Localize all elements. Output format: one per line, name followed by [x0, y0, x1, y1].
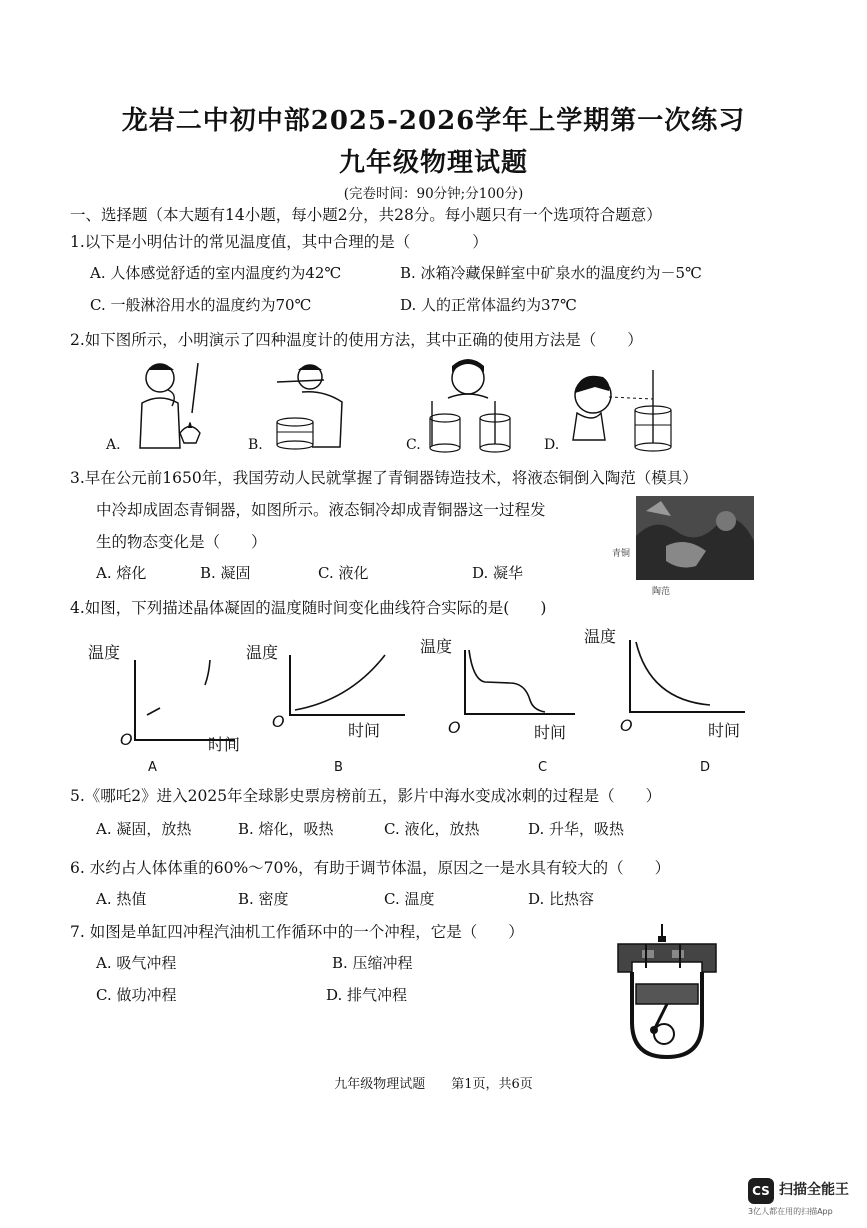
q1-stem: 1.以下是小明估计的常见温度值，其中合理的是（ ）: [70, 233, 488, 251]
q7-option-a: A. 吸气冲程: [96, 954, 177, 972]
page-footer: 九年级物理试题 第1页，共6页: [334, 1077, 533, 1092]
q7-stem: 7. 如图是单缸四冲程汽油机工作循环中的一个冲程，它是（ ）: [70, 923, 524, 941]
q4-stem: 4.如图，下列描述晶体凝固的温度随时间变化曲线符合实际的是( ): [70, 599, 547, 617]
photo-label-mold: 陶范: [652, 587, 671, 597]
graph-d-xlabel: 时间: [708, 721, 741, 740]
q3-stem-line1: 3.早在公元前1650年，我国劳动人民就掌握了青铜器铸造技术，将液态铜倒入陶范（模具）: [70, 469, 698, 487]
exam-subtitle: 九年级物理试题: [338, 148, 528, 178]
q2-label-b: B.: [248, 437, 263, 453]
graph-b-xlabel: 时间: [348, 721, 381, 740]
q6-option-d: D. 比热容: [528, 890, 595, 908]
graph-c-origin: O: [448, 718, 461, 737]
graph-c-letter: C: [538, 760, 548, 775]
graph-d-ylabel: 温度: [584, 627, 617, 646]
graph-d-origin: O: [620, 716, 633, 735]
graph-a-xlabel: 时间: [208, 735, 241, 754]
q1-option-a: A. 人体感觉舒适的室内温度约为42℃: [90, 264, 342, 282]
q2-label-d: D.: [544, 437, 560, 453]
q5-option-b: B. 熔化，吸热: [238, 820, 334, 838]
graph-b-letter: B: [334, 760, 343, 775]
q2-label-c: C.: [406, 437, 421, 453]
q2-label-a: A.: [106, 437, 121, 453]
graph-b-ylabel: 温度: [246, 643, 279, 662]
q6-option-b: B. 密度: [238, 890, 289, 908]
graph-d: [620, 640, 750, 720]
q3-option-a: A. 熔化: [96, 564, 147, 582]
graph-b: [280, 655, 410, 740]
q2-figure-b: [262, 362, 357, 452]
q5-option-a: A. 凝固，放热: [96, 820, 192, 838]
q5-stem: 5.《哪吒2》进入2025年全球影史票房榜前五，影片中海水变成冰刺的过程是（ ）: [70, 787, 662, 805]
q3-option-d: D. 凝华: [472, 564, 524, 582]
q3-option-b: B. 凝固: [200, 564, 251, 582]
photo-label-bronze: 青铜: [612, 549, 631, 559]
q6-option-a: A. 热值: [96, 890, 147, 908]
q5-option-d: D. 升华，吸热: [528, 820, 625, 838]
q7-option-b: B. 压缩冲程: [332, 954, 413, 972]
q3-option-c: C. 液化: [318, 564, 369, 582]
q2-figure-a: [120, 358, 220, 453]
exam-title: 龙岩二中初中部2025-2026学年上学期第一次练习: [121, 106, 746, 136]
graph-c-ylabel: 温度: [420, 637, 453, 656]
q5-option-c: C. 液化，放热: [384, 820, 480, 838]
bronze-casting-photo: [636, 496, 754, 580]
camscanner-logo-icon: CS: [748, 1178, 774, 1204]
section-heading: 一、选择题（本大题有14小题，每小题2分，共28分。每小题只有一个选项符合题意）: [70, 206, 662, 224]
q1-option-b: B. 冰箱冷藏保鲜室中矿泉水的温度约为－5℃: [400, 264, 702, 282]
q6-option-c: C. 温度: [384, 890, 435, 908]
graph-a-ylabel: 温度: [88, 643, 121, 662]
q3-stem-line2: 中冷却成固态青铜器，如图所示。液态铜冷却成青铜器这一过程发: [96, 501, 546, 519]
camscanner-tagline: 3亿人都在用的扫描App: [748, 1207, 833, 1216]
q1-option-c: C. 一般淋浴用水的温度约为70℃: [90, 296, 312, 314]
graph-c-xlabel: 时间: [534, 723, 567, 742]
q2-figure-c: [420, 356, 520, 454]
q1-option-d: D. 人的正常体温约为37℃: [400, 296, 577, 314]
q3-stem-line3: 生的物态变化是（ ）: [96, 533, 267, 551]
exam-info: (完卷时间：90分钟;分100分): [343, 186, 524, 202]
q7-option-d: D. 排气冲程: [326, 986, 408, 1004]
q6-stem: 6. 水约占人体体重的60%～70%，有助于调节体温，原因之一是水具有较大的（ ）: [70, 859, 671, 877]
camscanner-name: 扫描全能王: [779, 1182, 849, 1198]
q7-option-c: C. 做功冲程: [96, 986, 177, 1004]
graph-a-letter: A: [148, 760, 157, 775]
q2-figure-d: [565, 365, 695, 455]
q2-stem: 2.如下图所示，小明演示了四种温度计的使用方法，其中正确的使用方法是（ ）: [70, 331, 643, 349]
graph-d-letter: D: [700, 760, 711, 775]
graph-a-origin: O: [120, 730, 133, 749]
engine-cylinder-figure: [612, 922, 722, 1062]
graph-b-origin: O: [272, 712, 285, 731]
